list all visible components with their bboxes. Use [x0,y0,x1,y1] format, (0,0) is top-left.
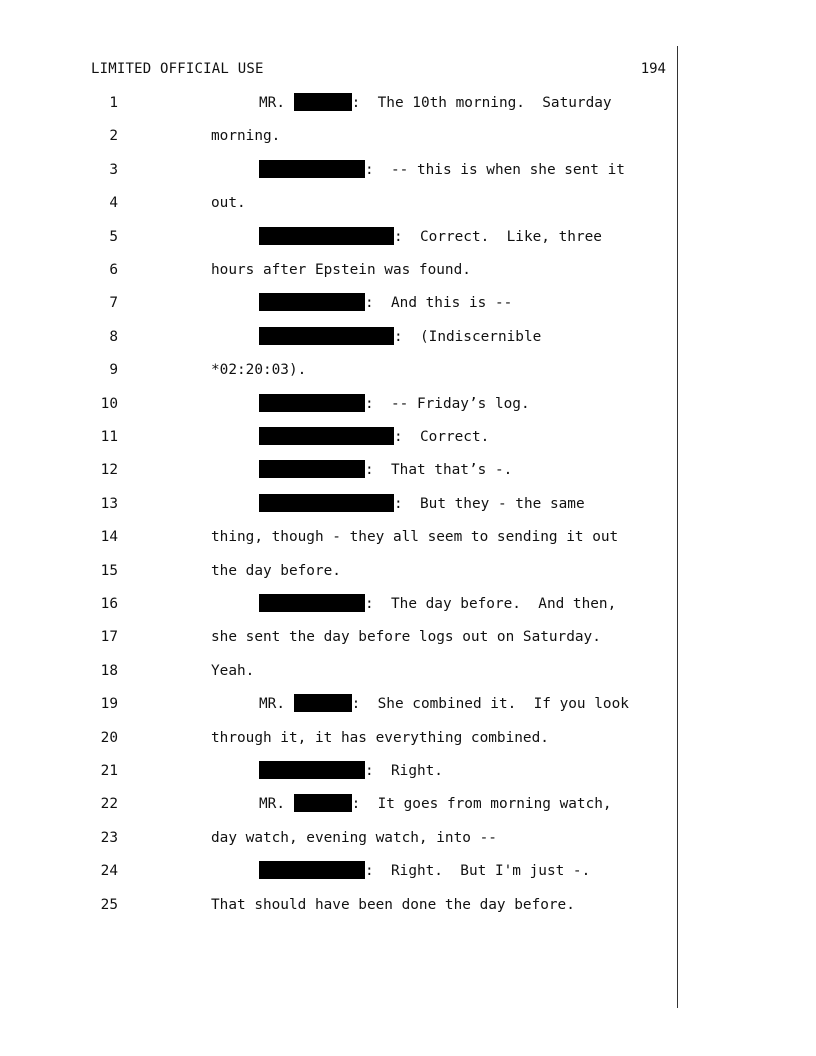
spoken-text: thing, though - they all seem to sending it out [211,529,619,546]
redacted-speaker-name [259,861,365,879]
line-number: 24 [100,863,118,880]
line-number: 22 [100,796,118,813]
speaker-line-text [259,92,612,114]
transcript-line [0,159,816,181]
redacted-speaker-name [294,794,352,812]
line-number: 20 [100,729,118,746]
redacted-speaker-name [259,761,365,779]
spoken-text: morning. [211,128,281,145]
spoken-text: day watch, evening watch, into -- [211,829,497,846]
transcript-line [0,593,816,615]
spoken-text: she sent the day before logs out on Saturday. [211,629,601,646]
spoken-text: through it, it has everything combined. [211,729,549,746]
speaker-line-text [259,326,541,348]
line-number: 21 [100,763,118,779]
transcript-line [0,693,816,715]
speaker-title: MR. [259,696,294,713]
spoken-text: : But they - the same [394,495,585,512]
redacted-speaker-name [259,394,365,412]
transcript-line [0,560,816,582]
transcript-line [0,727,816,749]
redacted-speaker-name [259,327,394,345]
speaker-line-text [259,760,443,782]
line-number: 12 [100,462,118,479]
line-number: 23 [100,829,118,846]
line-number: 5 [109,228,118,245]
line-number: 11 [100,429,118,445]
continuation-line-text [211,660,254,682]
line-number: 10 [100,395,118,412]
transcript-line [0,760,816,782]
redacted-speaker-name [259,594,365,612]
transcript-line [0,393,816,415]
redacted-speaker-name [259,293,365,311]
spoken-text: : Correct. Like, three [394,228,602,245]
line-number: 17 [100,629,118,646]
speaker-line-text [259,159,625,181]
spoken-text: : Correct. [394,429,490,445]
transcript-line [0,894,816,916]
classification-header: LIMITED OFFICIAL USE [91,61,264,77]
spoken-text: out. [211,195,246,212]
speaker-title: MR. [259,95,294,111]
line-number: 19 [100,696,118,713]
continuation-line-text [211,560,341,582]
transcript-line [0,92,816,114]
line-number: 6 [109,262,118,278]
redacted-speaker-name [259,494,394,512]
speaker-line-text [259,593,616,615]
speaker-line-text [259,860,590,882]
redacted-speaker-name [294,93,352,111]
redacted-speaker-name [259,227,394,245]
continuation-line-text [211,727,549,749]
continuation-line-text [211,526,618,548]
spoken-text: : -- this is when she sent it [365,161,625,178]
line-number: 14 [100,529,118,546]
spoken-text: : And this is -- [365,295,513,312]
transcript-line [0,827,816,849]
transcript-line [0,326,816,348]
transcript-line [0,259,816,281]
spoken-text: : It goes from morning watch, [351,796,612,813]
transcript-line [0,860,816,882]
transcript-line [0,359,816,381]
spoken-text: : That that’s -. [365,462,513,479]
speaker-line-text [259,226,602,248]
redacted-speaker-name [294,694,352,712]
line-number: 2 [109,128,118,145]
continuation-line-text [211,259,471,281]
spoken-text: That should have been done the day before. [211,896,575,913]
transcript-line [0,493,816,515]
transcript-line [0,125,816,147]
speaker-line-text [259,693,629,715]
transcript-line [0,626,816,648]
spoken-text: : -- Friday’s log. [365,395,530,412]
spoken-text: : The 10th morning. Saturday [351,95,612,111]
speaker-line-text [259,459,512,481]
page-number: 194 [640,61,666,77]
line-number: 3 [109,161,118,178]
spoken-text: Yeah. [211,662,255,679]
redacted-speaker-name [259,427,394,445]
continuation-line-text [211,192,246,214]
spoken-text: : The day before. And then, [365,596,617,612]
line-number: 8 [109,328,118,345]
transcript-line [0,660,816,682]
transcript-line [0,793,816,815]
line-number: 25 [100,896,118,913]
transcript-line [0,292,816,314]
line-number: 1 [109,95,118,111]
spoken-text: : Right. But I'm just -. [365,863,591,880]
line-number: 9 [109,362,118,379]
line-number: 7 [109,295,118,312]
spoken-text: *02:20:03). [211,362,307,379]
speaker-line-text [259,793,612,815]
speaker-line-text [259,292,512,314]
spoken-text: hours after Epstein was found. [211,262,471,278]
line-number: 13 [100,495,118,512]
spoken-text: : She combined it. If you look [351,696,629,713]
speaker-line-text [259,393,530,415]
continuation-line-text [211,359,306,381]
transcript-line [0,526,816,548]
transcript-line [0,226,816,248]
continuation-line-text [211,125,280,147]
continuation-line-text [211,894,575,916]
line-number: 15 [100,562,118,579]
speaker-title: MR. [259,796,294,813]
transcript-line [0,192,816,214]
line-number: 18 [100,662,118,679]
redacted-speaker-name [259,160,365,178]
continuation-line-text [211,626,601,648]
transcript-line [0,426,816,448]
transcript-line [0,459,816,481]
spoken-text: the day before. [211,562,341,579]
speaker-line-text [259,426,489,448]
continuation-line-text [211,827,497,849]
spoken-text: : Right. [365,763,443,779]
redacted-speaker-name [259,460,365,478]
line-number: 16 [100,596,118,612]
line-number: 4 [109,195,118,212]
speaker-line-text [259,493,585,515]
spoken-text: : (Indiscernible [394,328,542,345]
